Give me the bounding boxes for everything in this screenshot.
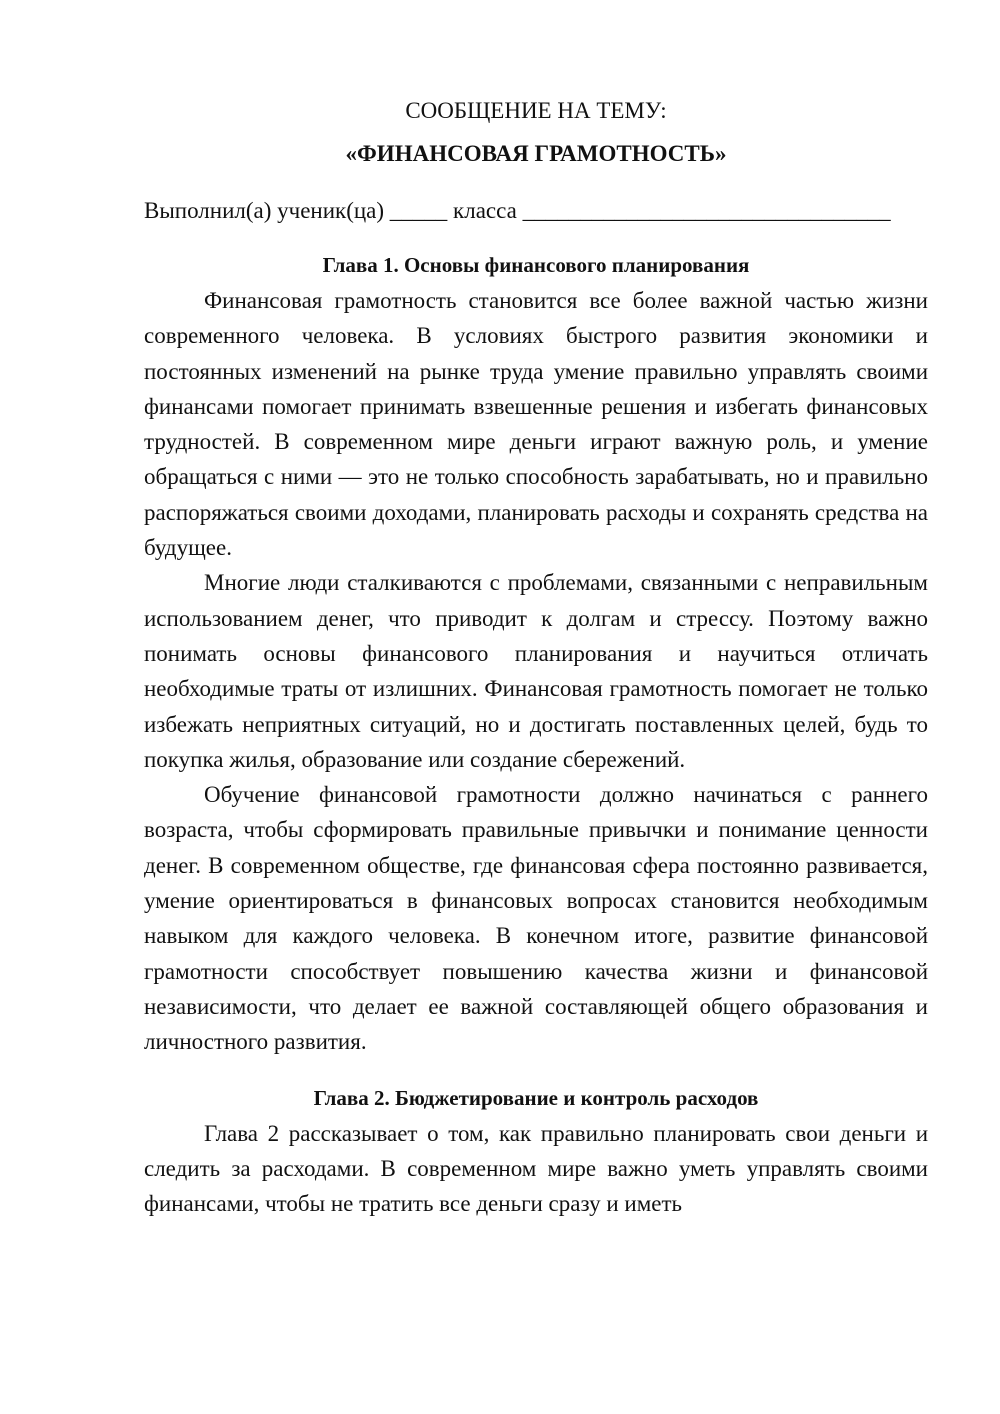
report-title: «ФИНАНСОВАЯ ГРАМОТНОСТЬ» xyxy=(345,141,727,166)
chapter-1-heading: Глава 1. Основы финансового планирования xyxy=(322,253,750,277)
author-line: Выполнил(а) ученик(ца) _____ класса ________________________________ xyxy=(144,198,891,223)
chapter-2-heading: Глава 2. Бюджетирование и контроль расходов xyxy=(313,1085,759,1110)
report-label: СООБЩЕНИЕ НА ТЕМУ: xyxy=(405,98,667,123)
chapter-1-paragraph-2: Многие люди сталкиваются с проблемами, связанными с неправильным использованием денег, что приводит к долгам и стрессу. Поэтому важно понимать основы финансового планирования и научиться отличать необходимые траты от излишних. Финансовая грамотность помогает не только избежать неприятных ситуаций, но и достигать поставленных целей, будь то покупка жилья, образование или создание сбережений. xyxy=(144,570,928,772)
document-content xyxy=(144,93,928,1221)
chapter-1-paragraph-3: Обучение финансовой грамотности должно начинаться с раннего возраста, чтобы сформировать правильные привычки и понимание ценности денег. В современном обществе, где финансовая сфера постоянно развивается, умение ориентироваться в финансовых вопросах становится необходимым навыком для каждого человека. В конечном итоге, развитие финансовой грамотности способствует повышению качества жизни и финансовой независимости, что делает ее важной составляющей общего образования и личностного развития. xyxy=(144,782,928,1055)
chapter-1-paragraph-1: Финансовая грамотность становится все более важной частью жизни современного человека. В условиях быстрого развития экономики и постоянных изменений на рынке труда умение правильно управлять своими финансами помогает принимать взвешенные решения и избегать финансовых трудностей. В современном мире деньги играют важную роль, и умение обращаться с ними — это не только способность зарабатывать, но и правильно распоряжаться своими доходами, планировать расходы и сохранять средства на будущее. xyxy=(144,288,928,561)
chapter-2-paragraph-1: Глава 2 рассказывает о том, как правильно планировать свои деньги и следить за расходами. В современном мире важно уметь управлять своими финансами, чтобы не тратить все деньги сразу и иметь xyxy=(144,1120,928,1217)
